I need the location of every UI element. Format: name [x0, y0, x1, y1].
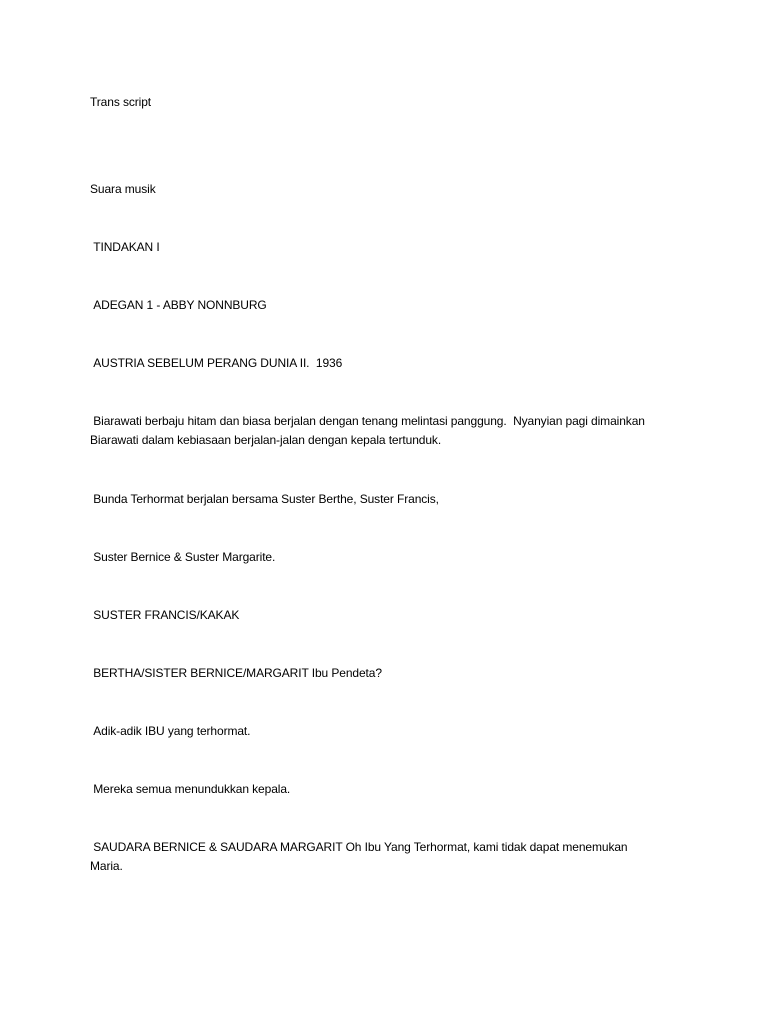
paragraph-suster-bernice: Suster Bernice & Suster Margarite. — [90, 550, 276, 564]
paragraph-austria: AUSTRIA SEBELUM PERANG DUNIA II. 1936 — [90, 356, 343, 370]
document-title: Trans script — [90, 95, 152, 109]
paragraph-adik-adik: Adik-adik IBU yang terhormat. — [90, 724, 251, 738]
paragraph-biarawati: Biarawati berbaju hitam dan biasa berjalan dengan tenang melintasi panggung. Nyanyian pagi dimainkan Biarawati dalam kebiasaan berjalan-jalan dengan kepala tertunduk. — [90, 414, 655, 447]
paragraph-suster-francis: SUSTER FRANCIS/KAKAK — [90, 608, 240, 622]
paragraph-saudara-bernice: SAUDARA BERNICE & SAUDARA MARGARIT Oh Ibu Yang Terhormat, kami tidak dapat menemukan Maria. — [90, 840, 631, 873]
paragraph-bunda-terhormat: Bunda Terhormat berjalan bersama Suster Berthe, Suster Francis, — [90, 492, 439, 506]
paragraph-suara-musik: Suara musik — [90, 182, 156, 196]
paragraph-bertha: BERTHA/SISTER BERNICE/MARGARIT Ibu Pendeta? — [90, 666, 382, 680]
paragraph-adegan: ADEGAN 1 - ABBY NONNBURG — [90, 298, 267, 312]
paragraph-tindakan: TINDAKAN I — [90, 240, 160, 254]
paragraph-menundukkan: Mereka semua menundukkan kepala. — [90, 782, 291, 796]
